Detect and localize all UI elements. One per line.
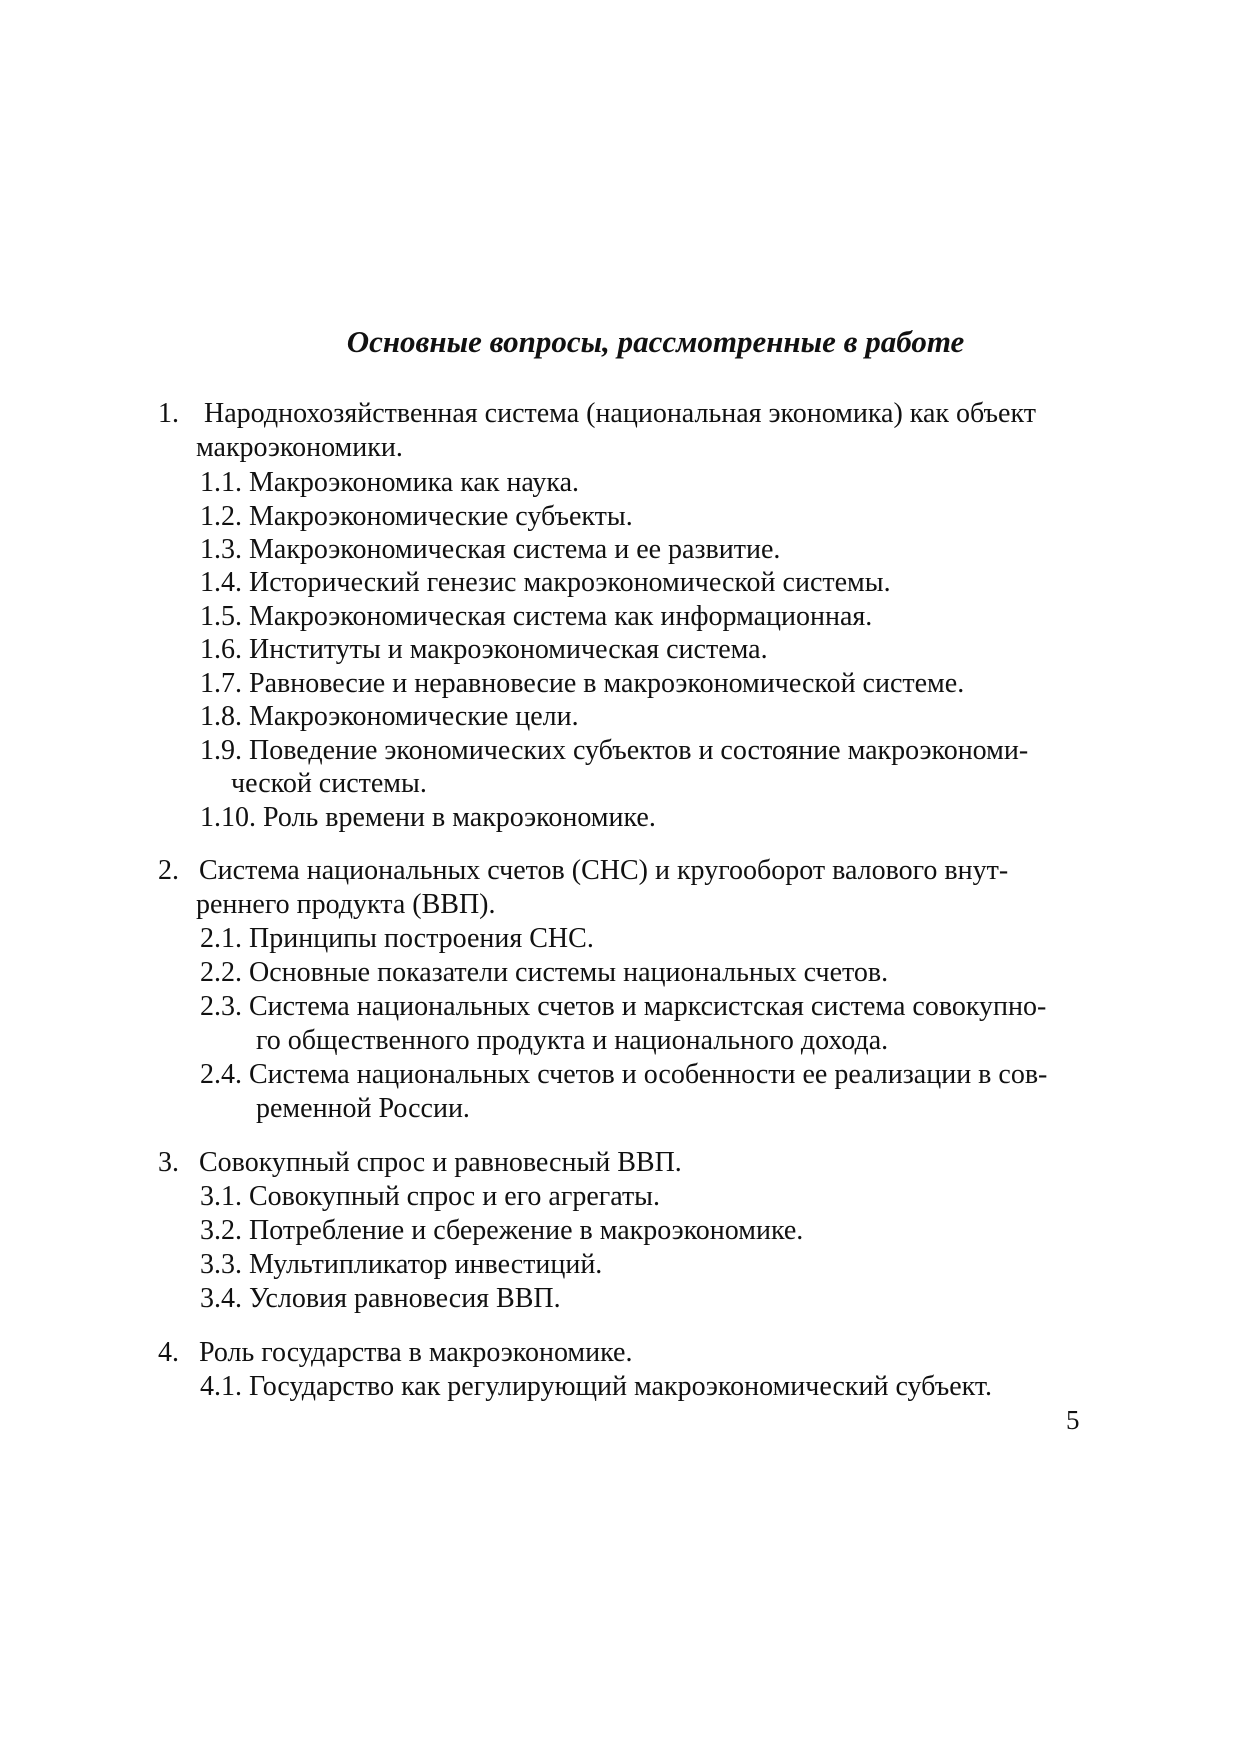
list-item xyxy=(200,1248,602,1282)
list-item xyxy=(200,734,1028,768)
item-number: 1.3. xyxy=(200,534,242,565)
item-text: Роль времени в макроэкономике. xyxy=(263,802,656,833)
item-number: 3.1. xyxy=(200,1181,242,1212)
item-text: Система национальных счетов и особенности ее реализации в сов- xyxy=(249,1059,1048,1090)
item-number: 1.6. xyxy=(200,634,242,665)
item-text: Государство как регулирующий макроэкономический субъект. xyxy=(249,1371,992,1402)
item-number: 1.10. xyxy=(200,802,256,833)
item-number: 2.4. xyxy=(200,1059,242,1090)
item-number: 1.8. xyxy=(200,701,242,732)
list-item xyxy=(200,466,579,500)
item-text: Макроэкономические субъекты. xyxy=(249,501,633,532)
section-title: Совокупный спрос и равновесный ВВП. xyxy=(199,1147,682,1178)
list-item xyxy=(200,801,656,835)
item-number: 1.1. xyxy=(200,467,242,498)
item-number: 1.2. xyxy=(200,501,242,532)
item-text: Система национальных счетов и марксистская система совокупно- xyxy=(249,991,1047,1022)
list-item xyxy=(200,1180,660,1214)
section-number: 4. xyxy=(158,1337,179,1368)
list-item xyxy=(200,633,768,667)
item-number: 2.3. xyxy=(200,991,242,1022)
section-title: Народнохозяйственная система (национальная экономика) как объект xyxy=(204,398,1036,429)
list-item xyxy=(200,667,964,701)
list-item xyxy=(200,990,1046,1024)
item-text: Условия равновесия ВВП. xyxy=(249,1283,561,1314)
section-title: Роль государства в макроэкономике. xyxy=(199,1337,633,1368)
section-3-line-1 xyxy=(158,1146,682,1180)
item-text: Равновесие и неравновесие в макроэкономической системе. xyxy=(249,668,965,699)
item-text: Основные показатели системы национальных счетов. xyxy=(249,957,889,988)
list-item xyxy=(200,566,891,600)
list-item xyxy=(200,500,633,534)
item-text: Совокупный спрос и его агрегаты. xyxy=(249,1181,660,1212)
item-number: 4.1. xyxy=(200,1371,242,1402)
list-item xyxy=(200,1058,1047,1092)
list-item-continuation: ременной России. xyxy=(256,1093,470,1124)
item-number: 1.7. xyxy=(200,668,242,699)
section-1-line-2: макроэкономики. xyxy=(196,432,403,463)
section-1-line-1 xyxy=(158,397,1036,431)
list-item xyxy=(200,1282,561,1316)
item-text: Макроэкономическая система как информационная. xyxy=(249,601,873,632)
item-number: 3.4. xyxy=(200,1283,242,1314)
item-number: 2.1. xyxy=(200,923,242,954)
item-text: Мультипликатор инвестиций. xyxy=(249,1249,603,1280)
item-text: Институты и макроэкономическая система. xyxy=(249,634,768,665)
item-text: Исторический генезис макроэкономической системы. xyxy=(249,567,891,598)
section-number: 1. xyxy=(158,398,179,429)
page-number: 5 xyxy=(1066,1405,1080,1435)
item-text: Макроэкономические цели. xyxy=(249,701,579,732)
item-text: Поведение экономических субъектов и состояние макроэкономи- xyxy=(249,735,1029,766)
list-item xyxy=(200,1214,803,1248)
list-item xyxy=(200,700,579,734)
section-2-line-1 xyxy=(158,854,1008,888)
list-item xyxy=(200,1370,992,1404)
item-text: Макроэкономическая система и ее развитие. xyxy=(249,534,781,565)
item-text: Принципы построения СНС. xyxy=(249,923,594,954)
list-item-continuation: ческой системы. xyxy=(231,768,427,799)
section-2-line-2: реннего продукта (ВВП). xyxy=(196,889,496,920)
page-title: Основные вопросы, рассмотренные в работе xyxy=(346,324,965,359)
item-number: 3.3. xyxy=(200,1249,242,1280)
section-number: 2. xyxy=(158,855,179,886)
section-title: Система национальных счетов (СНС) и кругооборот валового внут- xyxy=(199,855,1009,886)
item-text: Потребление и сбережение в макроэкономике. xyxy=(249,1215,804,1246)
item-number: 1.4. xyxy=(200,567,242,598)
section-number: 3. xyxy=(158,1147,179,1178)
item-number: 1.5. xyxy=(200,601,242,632)
item-number: 3.2. xyxy=(200,1215,242,1246)
list-item xyxy=(200,956,888,990)
item-text: Макроэкономика как наука. xyxy=(249,467,580,498)
list-item-continuation: го общественного продукта и национального дохода. xyxy=(256,1025,889,1056)
item-number: 1.9. xyxy=(200,735,242,766)
list-item xyxy=(200,922,594,956)
item-number: 2.2. xyxy=(200,957,242,988)
list-item xyxy=(200,533,780,567)
list-item xyxy=(200,600,872,634)
section-4-line-1 xyxy=(158,1336,632,1370)
